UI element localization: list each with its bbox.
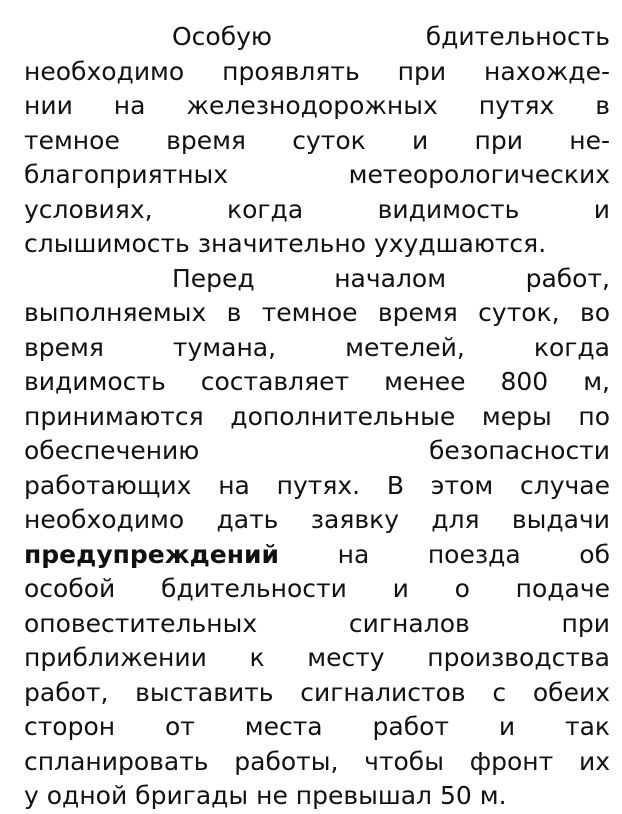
text-line: необходимо дать заявку для выдачи [24, 505, 610, 534]
text-line: спланировать работы, чтобы фронт их [24, 746, 610, 776]
document-page [24, 20, 610, 814]
text-line-with-emphasis [24, 538, 610, 573]
text-line: работающих на путях. В этом случае [24, 470, 610, 500]
text-fragment: на поезда об [279, 539, 610, 569]
text-line: обеспечению безопасности [24, 436, 610, 465]
paragraph-2 [24, 262, 610, 814]
text-line: оповестительных сигналов при [24, 608, 610, 638]
text-line: слышимость значительно ухудшаются. [24, 229, 547, 258]
text-line: нии на железнодорожных путях в [24, 91, 610, 120]
text-line: благоприятных метеорологических [24, 160, 610, 189]
text-line: у одной бригады не превышал 50 м. [24, 781, 507, 810]
text-line: Перед началом работ, [172, 263, 610, 293]
text-line: особой бдительности и о подаче [24, 574, 610, 603]
text-line: сторон от места работ и так [24, 712, 610, 741]
text-line: темное время суток и при не- [24, 125, 610, 155]
text-line: условиях, когда видимость и [24, 194, 610, 224]
text-line: принимаются дополнительные меры по [24, 401, 610, 431]
paragraph-1 [24, 20, 610, 262]
text-line: Особую бдительность [172, 22, 610, 51]
text-line: выполняемых в темное время суток, во [24, 298, 610, 327]
text-line: время тумана, метелей, когда [24, 332, 610, 362]
text-line: необходимо проявлять при нахожде- [24, 56, 610, 86]
emphasized-word: предупреждений [24, 539, 280, 569]
text-line: работ, выставить сигналистов с обеих [24, 677, 610, 707]
text-line: видимость составляет менее 800 м, [24, 367, 610, 396]
text-line: приближении к месту производства [24, 643, 610, 672]
